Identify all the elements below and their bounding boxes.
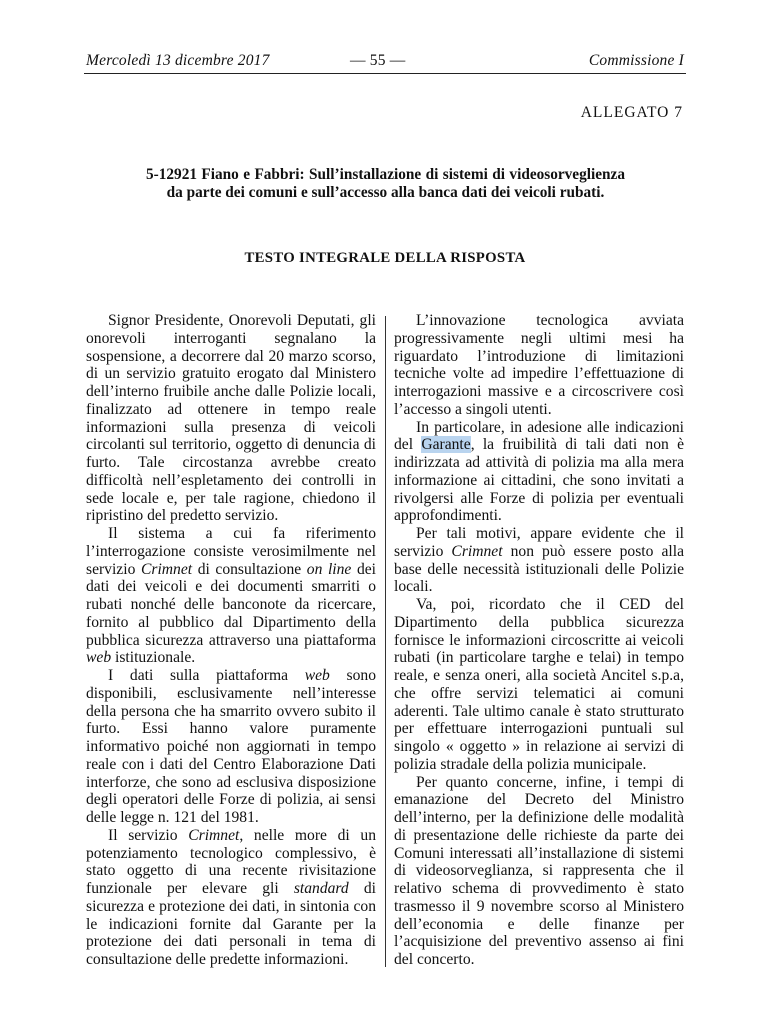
text-run: dei dati dei veicoli e dei documenti smarriti o rubati nonché delle banconote da ricercare, fornito al pubblico dal Dipartimento della pubblica sicurezza attraverso una piattaforma bbox=[86, 560, 376, 649]
text-run: , la fruibilità di tali dati non è indirizzata ad attività di polizia ma alla mera informazione ai cittadini, che sono invitati a rivolgersi alle Forze di polizia per eventuali approfondimenti. bbox=[394, 436, 685, 525]
paragraph: Signor Presidente, Onorevoli Deputati, gli onorevoli interroganti segnalano la sospensione, a decorrere dal 20 marzo scorso, di un servizio gratuito erogato dal Ministero dell’interno fruibile anche dalle Polizie locali, finalizzato ad ottenere in tempo reale informazioni sulla presenza di veicoli circolanti sul territorio, oggetto di denuncia di furto. Tale circostanza avrebbe creato difficoltà nell’espletamento dei controlli in sede locale e, per tale ragione, chiedono il ripristino del predetto servizio. bbox=[86, 312, 376, 525]
text-run: di sicurezza e protezione dei dati, in sintonia con le indicazioni fornite dal Garante per la protezione dei dati personali in tema di consultazione delle predette informazioni. bbox=[86, 880, 376, 968]
paragraph bbox=[394, 419, 684, 526]
header-date: Mercoledì 13 dicembre 2017 bbox=[86, 52, 270, 69]
italic-term: Crimnet bbox=[451, 542, 503, 560]
running-header bbox=[86, 52, 684, 74]
selected-text[interactable]: Garante bbox=[421, 436, 471, 454]
paragraph bbox=[86, 525, 376, 667]
paragraph: L’innovazione tecnologica avviata progressivamente negli ultimi mesi ha riguardato l’introduzione di limitazioni tecniche volte ad impedire l’effettuazione di interrogazioni massive e a circoscrivere così l’accesso a singoli utenti. bbox=[394, 312, 684, 418]
column-divider bbox=[385, 316, 386, 967]
paragraph: Per quanto concerne, infine, i tempi di emanazione del Decreto del Ministro dell’interno, per la definizione delle modalità di presentazione delle richieste da parte dei Comuni interessati all’installazione di sistemi di videosorveglianza, si rappresenta che il relativo schema di provvedimento è stato trasmesso il 9 novembre scorso al Ministero dell’economia e delle finanze per l’acquisizione del preventivo assenso ai fini del concerto. bbox=[394, 773, 684, 968]
paragraph: Va, poi, ricordato che il CED del Dipartimento della pubblica sicurezza fornisce le informazioni circoscritte ai veicoli rubati (in particolare targhe e telai) in tempo reale, e senza oneri, alla società Ancitel s.p.a, che offre servizi telematici ai comuni aderenti. Tale ultimo canale è stato strutturato per effettuare interrogazioni puntuali sul singolo « oggetto » in relazione ai servizi di polizia stradale della polizia municipale. bbox=[394, 596, 684, 773]
text-run: sono disponibili, esclusivamente nell’interesse della persona che ha smarrito ovvero subito il furto. Essi hanno valore puramente informativo poiché non aggiornati in tempo reale con i dati del Centro Elaborazione Dati interforze, che sono ad esclusiva disposizione degli operatori delle Forze di polizia, ai sensi delle legge n. 121 del 1981. bbox=[86, 667, 377, 826]
text-run: di consultazione bbox=[192, 560, 307, 578]
italic-term: on line bbox=[306, 560, 352, 578]
paragraph bbox=[394, 525, 684, 596]
italic-term: standard bbox=[293, 880, 349, 897]
paragraph bbox=[86, 827, 376, 969]
paragraph bbox=[86, 667, 376, 827]
allegato-label: ALLEGATO 7 bbox=[580, 104, 683, 121]
text-run: I dati sulla piattaforma bbox=[108, 667, 305, 684]
header-rule bbox=[84, 73, 686, 74]
text-run: non può essere posto alla base delle necessità istituzionali delle Polizie locali. bbox=[394, 542, 684, 596]
text-run: In particolare, in adesione alle indicazioni del bbox=[394, 418, 684, 454]
italic-term: web bbox=[86, 649, 112, 667]
text-run: Il servizio bbox=[108, 826, 189, 844]
text-run: Il sistema a cui fa riferimento l’interrogazione consiste verosimilmente nel servizio bbox=[86, 525, 376, 578]
header-page-number: — 55 — bbox=[350, 52, 406, 69]
text-run: istituzionale. bbox=[111, 649, 196, 667]
text-run: , nelle more di un potenziamento tecnologico complessivo, è stato oggetto di una recente rivisitazione funzionale per elevare gli bbox=[86, 826, 377, 897]
text-run: Per tali motivi, appare evidente che il servizio bbox=[394, 525, 684, 560]
italic-term: Crimnet bbox=[188, 826, 240, 844]
header-committee: Commissione I bbox=[588, 52, 684, 69]
italic-term: web bbox=[304, 667, 330, 684]
question-title: 5-12921 Fiano e Fabbri: Sull’installazione di sistemi di videosorveglienza da parte dei comuni e sull’accesso alla banca dati dei veicoli rubati. bbox=[146, 166, 625, 201]
right-column bbox=[394, 312, 684, 969]
left-column bbox=[86, 312, 376, 969]
answer-title: TESTO INTEGRALE DELLA RISPOSTA bbox=[244, 250, 526, 266]
italic-term: Crimnet bbox=[140, 560, 193, 578]
